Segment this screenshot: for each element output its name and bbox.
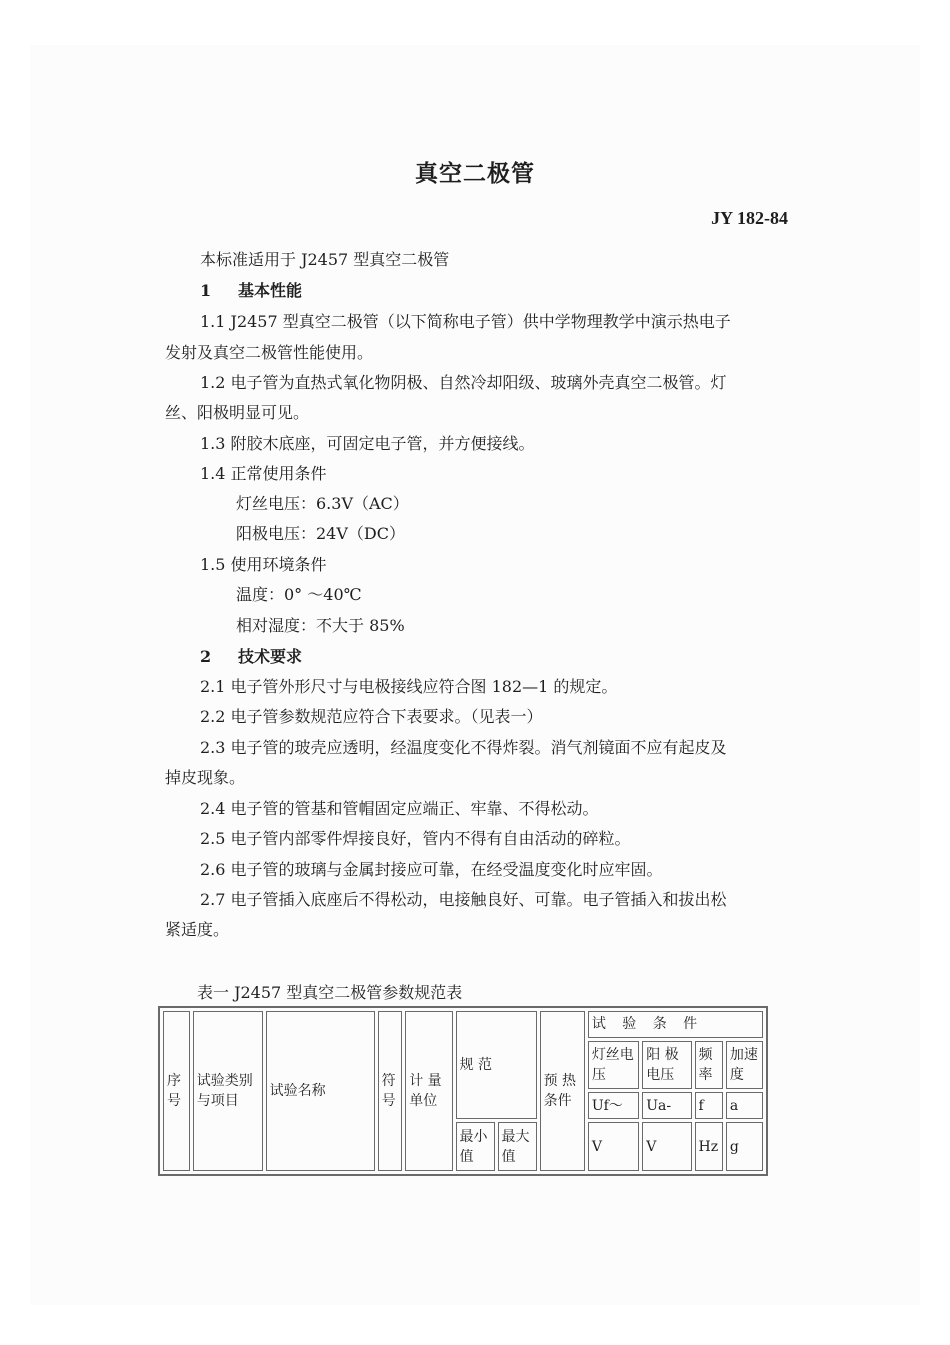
symbol-uf: Uf～ <box>588 1092 639 1119</box>
unit-hz: Hz <box>695 1122 723 1171</box>
paragraph-2-3-cont: 掉皮现象。 <box>165 768 246 787</box>
paragraph-2-7-cont: 紧适度。 <box>165 920 230 939</box>
header-frequency: 频率 <box>695 1041 723 1090</box>
section-heading-2 <box>200 647 302 667</box>
symbol-f: f <box>695 1092 723 1119</box>
header-unit: 计 量单位 <box>405 1011 452 1171</box>
header-category: 试验类别与项目 <box>193 1011 263 1171</box>
filament-voltage-text: 灯丝电压：6.3V（AC） <box>236 494 409 513</box>
unit-v-anode: V <box>642 1122 691 1171</box>
paragraph-2-6: 2.6 电子管的玻璃与金属封接应可靠，在经受温度变化时应牢固。 <box>200 860 663 879</box>
header-filament-voltage: 灯丝电压 <box>588 1041 639 1090</box>
section-heading-1 <box>200 281 302 301</box>
header-preheat: 预 热条件 <box>540 1011 585 1171</box>
document-title: 真空二极管 <box>415 160 535 187</box>
paragraph-1-2-cont: 丝、阳极明显可见。 <box>165 403 310 422</box>
table-caption: 表一 J2457 型真空二极管参数规范表 <box>197 983 463 1002</box>
paragraph-2-7: 2.7 电子管插入底座后不得松动，电接触良好、可靠。电子管插入和拔出松 <box>200 890 727 909</box>
paragraph-2-4: 2.4 电子管的管基和管帽固定应端正、牢靠、不得松动。 <box>200 799 599 818</box>
header-test-conditions: 试 验 条 件 <box>588 1011 763 1038</box>
header-acceleration: 加速度 <box>726 1041 763 1090</box>
standard-code: JY 182-84 <box>711 208 788 228</box>
symbol-ua: Ua- <box>642 1092 691 1119</box>
header-symbol: 符号 <box>378 1011 403 1171</box>
section-title: 基本性能 <box>238 281 303 300</box>
header-min: 最小值 <box>456 1122 495 1171</box>
temperature-text: 温度：0° ～40℃ <box>236 585 362 604</box>
paragraph-1-4: 1.4 正常使用条件 <box>200 464 327 483</box>
paragraph-1-1-cont: 发射及真空二极管性能使用。 <box>165 343 374 362</box>
paragraph-1-1: 1.1 J2457 型真空二极管（以下简称电子管）供中学物理教学中演示热电子 <box>200 312 731 331</box>
section-title: 技术要求 <box>238 647 303 666</box>
paragraph-2-3: 2.3 电子管的玻壳应透明，经温度变化不得炸裂。消气剂镜面不应有起皮及 <box>200 738 727 757</box>
paragraph-1-3: 1.3 附胶木底座，可固定电子管，并方便接线。 <box>200 434 535 453</box>
paragraph-2-5: 2.5 电子管内部零件焊接良好，管内不得有自由活动的碎粒。 <box>200 829 631 848</box>
anode-voltage-text: 阳极电压：24V（DC） <box>236 524 405 543</box>
symbol-a: a <box>726 1092 763 1119</box>
unit-g: g <box>726 1122 763 1171</box>
section-number: 2 <box>200 647 212 666</box>
header-spec: 规 范 <box>456 1011 537 1119</box>
header-anode-voltage: 阳 极电压 <box>642 1041 691 1090</box>
scope-text: 本标准适用于 J2457 型真空二极管 <box>200 250 450 269</box>
unit-v-filament: V <box>588 1122 639 1171</box>
header-test-name: 试验名称 <box>266 1011 375 1171</box>
humidity-text: 相对湿度：不大于 85% <box>236 616 405 635</box>
header-max: 最大值 <box>498 1122 537 1171</box>
paragraph-1-5: 1.5 使用环境条件 <box>200 555 327 574</box>
paragraph-2-2: 2.2 电子管参数规范应符合下表要求。（见表一） <box>200 707 543 726</box>
paragraph-1-2: 1.2 电子管为直热式氧化物阴极、自然冷却阳级、玻璃外壳真空二极管。灯 <box>200 373 727 392</box>
section-number: 1 <box>200 281 212 300</box>
paragraph-2-1: 2.1 电子管外形尺寸与电极接线应符合图 182—1 的规定。 <box>200 677 618 696</box>
header-seq: 序号 <box>163 1011 190 1171</box>
parameter-spec-table <box>158 1006 768 1176</box>
